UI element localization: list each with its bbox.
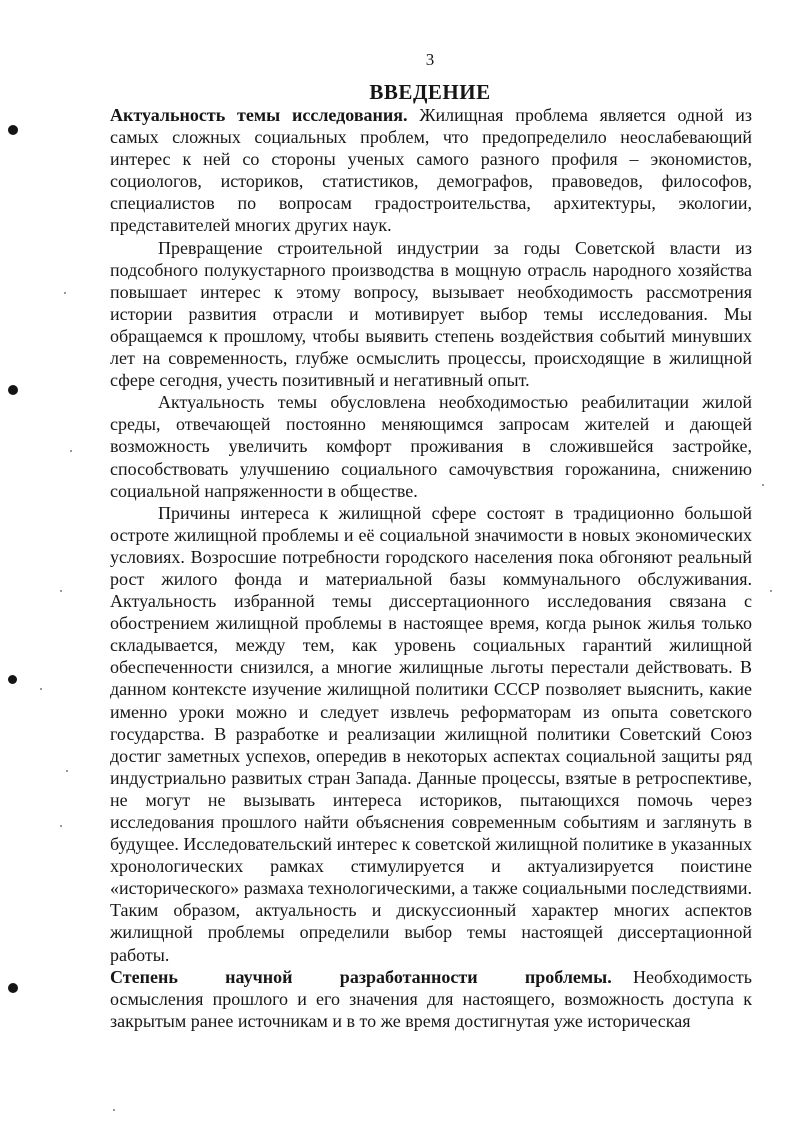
paragraph-relevance-intro xyxy=(110,104,752,237)
punch-hole-mark xyxy=(8,675,17,684)
scan-speck xyxy=(762,484,764,486)
scan-speck xyxy=(40,688,42,690)
paragraph-research-degree xyxy=(110,966,752,1032)
punch-hole-mark xyxy=(8,125,18,135)
paragraph-reasons-interest: Причины интереса к жилищной сфере состоят в традиционно большой остроте жилищной проблемы и её социальной значимости в новых экономических условиях. Возросшие потребности городского населения пока обгоняют реальный рост жилого фонда и материальной базы коммунального обслуживания. Актуальность избранной темы диссертационного исследования связана с обострением жилищной проблемы в настоящее время, когда рынок жилья только складывается, между тем, как уровень социальных гарантий жилищной обеспеченности снизился, а многие жилищные льготы перестали действовать. В данном контексте изучение жилищной политики СССР позволяет выяснить, какие именно уроки можно и следует извлечь реформаторам из опыта советского государства. В разработке и реализации жилищной политики Советский Союз достиг заметных успехов, опередив в некоторых аспектах социальной защиты ряд индустриально развитых стран Запада. Данные процессы, взятые в ретроспективе, не могут не вызывать интереса историков, пытающихся помочь через исследования прошлого найти объяснения современным событиям и заглянуть в будущее. Исследовательский интерес к советской жилищной политике в указанных хронологических рамках стимулируется и актуализируется поистине «исторического» размаха технологическими, а также социальными последствиями. Таким образом, актуальность и дискуссионный характер многих аспектов жилищной проблемы определили выбор темы настоящей диссертационной работы. xyxy=(110,502,752,965)
lead-relevance: Актуальность темы исследования. xyxy=(110,105,408,125)
scan-speck xyxy=(770,590,772,592)
scan-speck xyxy=(60,825,62,827)
scan-speck xyxy=(70,450,72,452)
punch-hole-mark xyxy=(8,983,18,993)
scan-speck xyxy=(60,590,62,592)
lead-research-degree: Степень научной разработанности проблемы. xyxy=(110,966,612,987)
paragraph-text: Необходимость осмысления прошлого и его значения для настоящего, возможность доступа к закрытым ранее источникам и в то же время достигнутая уже историческая xyxy=(110,966,752,1031)
paragraph-text: Жилищная проблема является одной из самых сложных социальных проблем, что предопределило неослабевающий интерес к ней со стороны ученых самого разного профиля – экономистов, социологов, историков, статистиков, демографов, правоведов, философов, специалистов по вопросам градостроительства, архитектуры, экологии, представителей многих других наук. xyxy=(110,105,753,236)
punch-hole-mark xyxy=(8,385,18,395)
page-number: 3 xyxy=(425,50,435,69)
scan-speck xyxy=(113,1109,115,1111)
paragraph-construction-industry: Превращение строительной индустрии за годы Советской власти из подсобного полукустарного производства в мощную отрасль народного хозяйства повышает интерес к этому вопросу, вызывает необходимость рассмотрения истории развития отрасли и мотивирует выбор темы исследования. Мы обращаемся к прошлому, чтобы выявить степень воздействия событий минувших лет на современность, глубже осмыслить процессы, происходящие в жилищной сфере сегодня, учесть позитивный и негативный опыт. xyxy=(110,237,752,391)
scan-speck xyxy=(66,770,68,772)
scan-speck xyxy=(64,292,66,294)
paragraph-living-environment: Актуальность темы обусловлена необходимостью реабилитации жилой среды, отвечающей постоянно меняющимся запросам жителей и дающей возможность увеличить комфорт проживания в сложившейся застройке, способствовать улучшению социального самочувствия горожанина, снижению социальной напряженности в обществе. xyxy=(110,392,752,501)
body-text xyxy=(110,104,752,1032)
section-heading: ВВЕДЕНИЕ xyxy=(369,80,491,104)
